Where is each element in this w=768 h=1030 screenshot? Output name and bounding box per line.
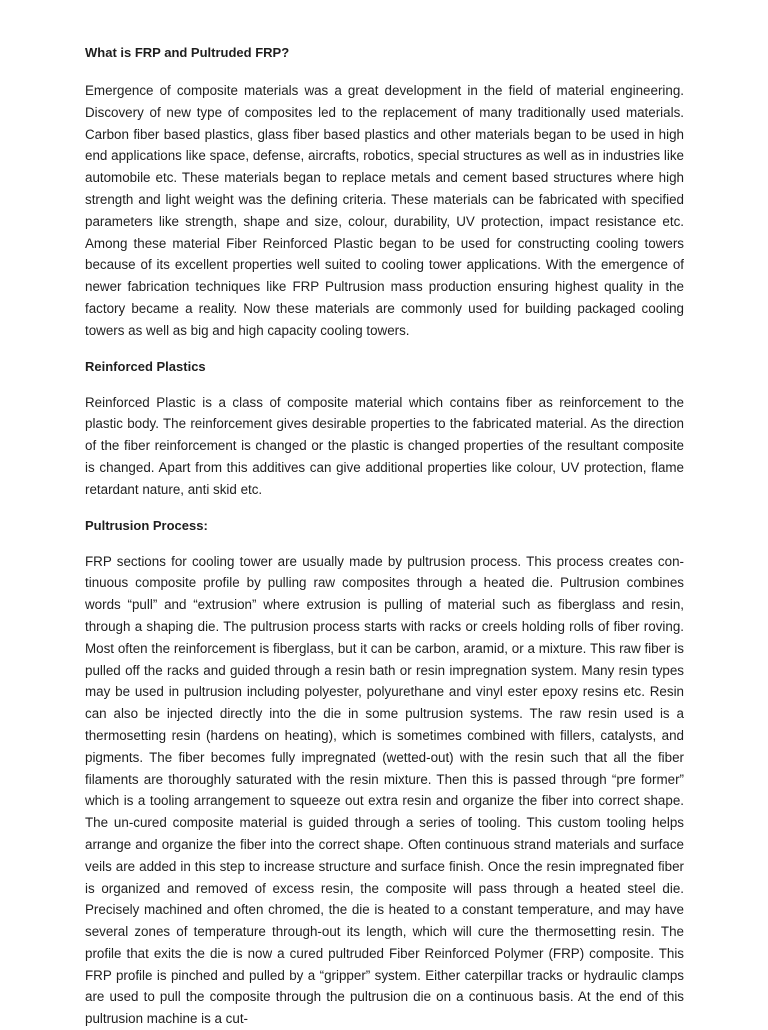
section-heading-frp: What is FRP and Pultruded FRP? xyxy=(85,45,290,60)
paragraph-reinforced-plastics: Reinforced Plastic is a class of composite material which contains fiber as reinforcement to the plastic body. The reinforcement gives desirable properties to the fabricated material. As the direction of the fiber reinforcement is changed or the plastic is changed properties of the resultant composite is changed. Apart from this additives can give additional properties like colour, UV protection, flame retardant nature, anti skid etc. xyxy=(85,394,684,497)
document-page xyxy=(85,42,684,1030)
paragraph-pultrusion-process: FRP sections for cooling tower are usually made by pultrusion process. This process creates continuous composite profile by pulling raw composites through a heated die. Pultrusion combines words “pull” and “extrusion” where extrusion is pulling of material such as fiberglass and resin, through a shaping die. The pultrusion process starts with racks or creels holding rolls of fiber roving. Most often the reinforcement is fiberglass, but it can be carbon, aramid, or a mixture. This raw fiber is pulled off the racks and guided through a resin bath or resin impregnation system. Many resin types may be used in pultrusion including polyester, polyurethane and vinyl ester epoxy resins etc. Resin can also be injected directly into the die in some pultrusion systems. The raw resin used is a thermosetting resin (hardens on heating), which is sometimes combined with fillers, catalysts, and pigments. The fiber becomes fully impregnated (wetted-out) with the resin such that all the fiber filaments are thoroughly saturated with the resin mixture. Then this is passed through “pre former” which is a tooling arrangement to squeeze out extra resin and organize the fiber into correct shape. The un-cured composite material is guided through a series of tooling. This custom tooling helps arrange and organize the fiber into the correct shape. Often continuous strand materials and surface veils are added in this step to increase structure and surface finish. Once the resin impregnated fiber is organized and removed of excess resin, the composite will pass through a heated steel die. Precisely machined and often chromed, the die is heated to a constant temperature, and may have several zones of temperature through-out its length, which will cure the thermosetting resin. The profile that exits the die is now a cured pultruded Fiber Reinforced Polymer (FRP) composite. This FRP profile is pinched and pulled by a “gripper” system. Either caterpillar tracks or hydraulic clamps are used to pull the composite through the pultrusion die on a continuous basis. At the end of this pultrusion machine is a cut- xyxy=(85,553,684,1027)
section-heading-pultrusion-process: Pultrusion Process: xyxy=(85,517,208,533)
paragraph-frp-intro: Emergence of composite materials was a great development in the field of material engineering. Discovery of new type of composites led to the replacement of many traditionally used materials. Carbon fiber based plastics, glass fiber based plastics and other materials began to be used in high end applications like space, defense, aircrafts, robotics, special structures as well as in industries like automobile etc. These materials began to replace metals and cement based structures where high strength and light weight was the defining criteria. These materials can be fabricated with specified parameters like strength, shape and size, colour, durability, UV protection, impact resistance etc. Among these material Fiber Reinforced Plastic began to be used for constructing cooling towers because of its excellent properties well suited to cooling tower applications. With the emergence of newer fabrication techniques like FRP Pultrusion mass production ensuring highest quality in the factory became a reality. Now these materials are commonly used for building packaged cooling towers as well as big and high capacity cooling towers. xyxy=(85,83,684,338)
section-heading-reinforced-plastics: Reinforced Plastics xyxy=(85,358,206,374)
